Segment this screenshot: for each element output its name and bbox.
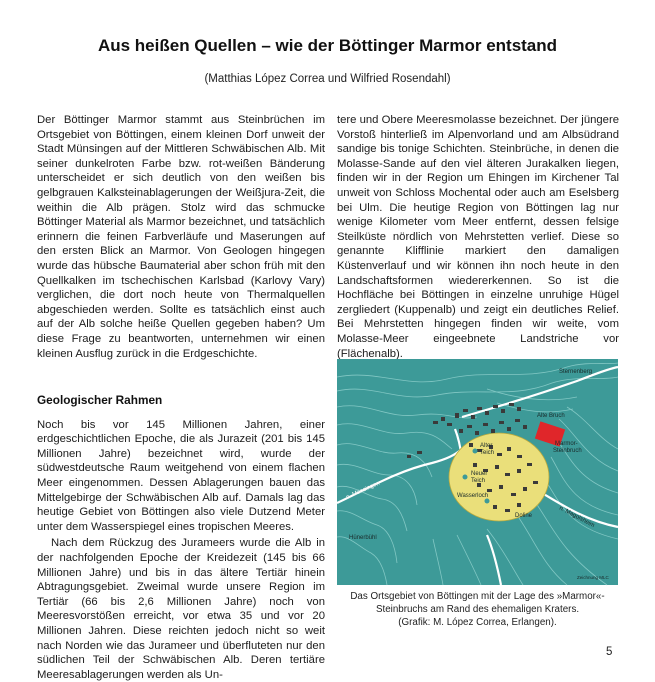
intro-left-column xyxy=(37,113,325,361)
section-heading: Geologischer Rahmen xyxy=(37,393,163,407)
page-number: 5 xyxy=(606,646,613,658)
caption-line-3: (Grafik: M. López Correa, Erlangen). xyxy=(398,617,557,628)
caption-line-1: Das Ortsgebiet von Böttingen mit der Lage des »Marmor«- xyxy=(350,591,605,602)
intro-paragraph-right: tere und Obere Meeresmolasse bezeichnet. Der jüngere Vorstoß hinterließ im Alpenvorland und am Albsüdrand sandige bis tonige Schichten. Steinbrüche, in denen die Molasse-Sande auf den viel älteren Jurakalken liegen, finden wir in der Region um Ehingen im Kirchener Tal unweit von Schloss Mochental oder auch am Eselsberg bei Ulm. Die heutige Region von Böttingen lag nur wenige Kilometer vom Meer entfernt, dessen felsige Steilküste nördlich von Mehrstetten verlief. Diese so genannte Klifflinie markiert den damaligen Küstenverlauf und wir können ihn noch heute in den Landschaftsformen wiedererkennen. So ist die Hochfläche bei Böttingen in einzelne unruhige Hügel zergliedert (Kuppenalb) und zeigt ein deutliches Relief. Bei Mehrstetten hingegen finden wir weite, vom Molasse-Meer eingeebnete Landstriche vor (Flächenalb). xyxy=(337,114,619,360)
label-neuer-teich-1: Neuer xyxy=(471,471,488,477)
label-n-muensingen: n. Münsingen xyxy=(345,480,381,501)
label-neuer-teich-2: Teich xyxy=(471,478,486,484)
label-alter-teich-1: Alter xyxy=(480,443,493,449)
map-caption xyxy=(330,590,625,629)
alter-teich-pond xyxy=(473,449,478,454)
wasserloch-pond xyxy=(485,499,490,504)
intro-paragraph-left: Der Böttinger Marmor stammt aus Steinbrüchen im Ortsgebiet von Böttingen, einem kleinen Dorf unweit der Stadt Münsingen auf der Mittleren Schwäbischen Alb. Mit seiner dunkelroten Farbe bzw. rot-weißen Bänderung unterscheidet er sich deutlich von den weißen bis gelbgrauen Kalksteinablagerungen der Weißjura-Zeit, die weithin die Alb prägen. Stolz wird das schmucke Böttinger Material als Marmor bezeichnet, und tatsächlich erinnern die feinen Farbverläufe und Maserungen auf den ersten Blick an Marmor. Von Geologen hingegen wurde das hübsche Baumaterial aber schon früh mit den Quellkalken im tschechischen Karlsbad (Karlovy Vary) verglichen, die dort noch heute von Thermalquellen abgeschieden werden. Sollte es tatsächlich einst auch auf der Alb solche heiße Quellen gegeben haben? Um diese Frage zu beantworten, unternehmen wir einen kleinen Ausflug zurück in die Erdgeschichte. xyxy=(37,114,325,360)
section-paragraph-2: Nach dem Rückzug des Jurameers wurde die Alb in der nachfolgenden Epoche der Kreidezeit (145 bis 66 Millionen Jahre) und bis in das ältere Tertiär hinein Abtragungsgebiet. Zweimal wurde unsere Region im Tertiär (66 bis 2,6 Millionen Jahre) noch von Meeresvorstößen erreicht, vor etwa 35 und vor 20 Millionen Jahren. Diese reichten jedoch nicht so weit nach Norden wie das Jurameer und überfluteten nur den südlichen Teil der Schwäbischen Alb. Deren tertiäre Meeresablagerungen werden als Un- xyxy=(37,537,325,681)
label-doline: Doline xyxy=(515,513,533,519)
label-wasserloch: Wasserloch xyxy=(457,493,489,499)
label-marmor-1: Marmor- xyxy=(555,441,578,447)
article-title: Aus heißen Quellen – wie der Böttinger Marmor entstand xyxy=(97,36,558,55)
label-n-magolsheim: n. Magolsheim xyxy=(558,505,596,530)
label-alter-teich-2: Teich xyxy=(480,450,495,456)
caption-line-2: Steinbruchs am Rand des ehemaligen Kraters. xyxy=(375,604,580,615)
label-credit: Zeichnung MLC xyxy=(577,575,609,580)
article-authors: (Matthias López Correa und Wilfried Rosendahl) xyxy=(204,73,451,85)
label-sternenberg: Sternenberg xyxy=(559,369,593,375)
label-marmor-2: Steinbruch xyxy=(553,448,582,454)
village-map xyxy=(337,359,618,585)
map-graphic xyxy=(337,359,618,585)
geology-section xyxy=(37,393,325,682)
label-alte-bruch: Alte Bruch xyxy=(537,413,565,419)
section-paragraph-1: Noch bis vor 145 Millionen Jahren, einer erdgeschichtlichen Epoche, die als Jurazeit (201 bis 145 Millionen Jahre) bezeichnet wird, wurde der südwestdeutsche Raum weitgehend von einem flachen Meer eingenommen. Dessen Ablagerungen bauen das Mittelgebirge der Schwäbischen Alb auf. Damals lag das heutige Gebiet von Böttingen also viele Dutzend Meter unter dem Wasserspiegel eines tropischen Meeres. xyxy=(37,418,325,533)
label-huenerbuehl: Hünerbühl xyxy=(349,535,377,541)
neuer-teich-pond xyxy=(463,475,468,480)
intro-right-column xyxy=(337,113,619,361)
